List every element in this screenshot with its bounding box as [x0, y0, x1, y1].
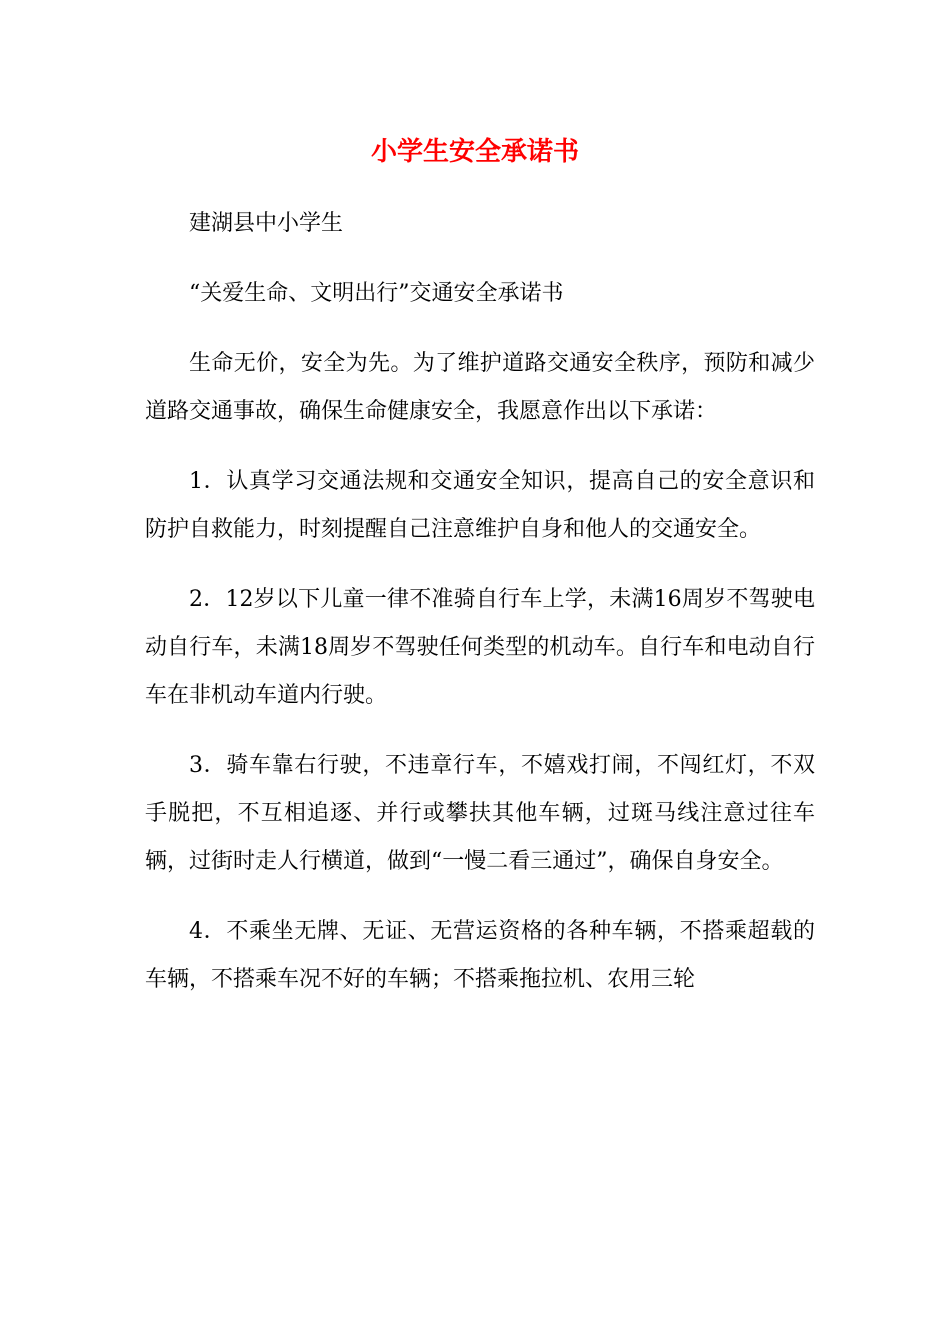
paragraph-item-2: 2．12岁以下儿童一律不准骑自行车上学，未满16周岁不驾驶电动自行车，未满18周岁不驾驶任何类型的机动车。自行车和电动自行车在非机动车道内行驶。 — [145, 587, 815, 708]
paragraph-intro: 生命无价，安全为先。为了维护道路交通安全秩序，预防和减少道路交通事故，确保生命健康安全，我愿意作出以下承诺： — [145, 351, 815, 424]
document-title: 小学生安全承诺书 — [370, 137, 579, 167]
paragraph-item-4: 4．不乘坐无牌、无证、无营运资格的各种车辆，不搭乘超载的车辆，不搭乘车况不好的车辆；不搭乘拖拉机、农用三轮 — [145, 919, 815, 992]
paragraph-item-3: 3．骑车靠右行驶，不违章行车，不嬉戏打闹，不闯红灯，不双手脱把，不互相追逐、并行或攀扶其他车辆，过斑马线注意过往车辆，过街时走人行横道，做到“一慢二看三通过”，确保自身安全。 — [145, 753, 815, 874]
paragraph-school: 建湖县中小学生 — [189, 211, 344, 236]
paragraph-subtitle: “关爱生命、文明出行”交通安全承诺书 — [189, 281, 564, 306]
paragraph-item-1: 1．认真学习交通法规和交通安全知识，提高自己的安全意识和防护自救能力，时刻提醒自己注意维护自身和他人的交通安全。 — [145, 469, 815, 542]
document-body — [145, 200, 815, 1026]
